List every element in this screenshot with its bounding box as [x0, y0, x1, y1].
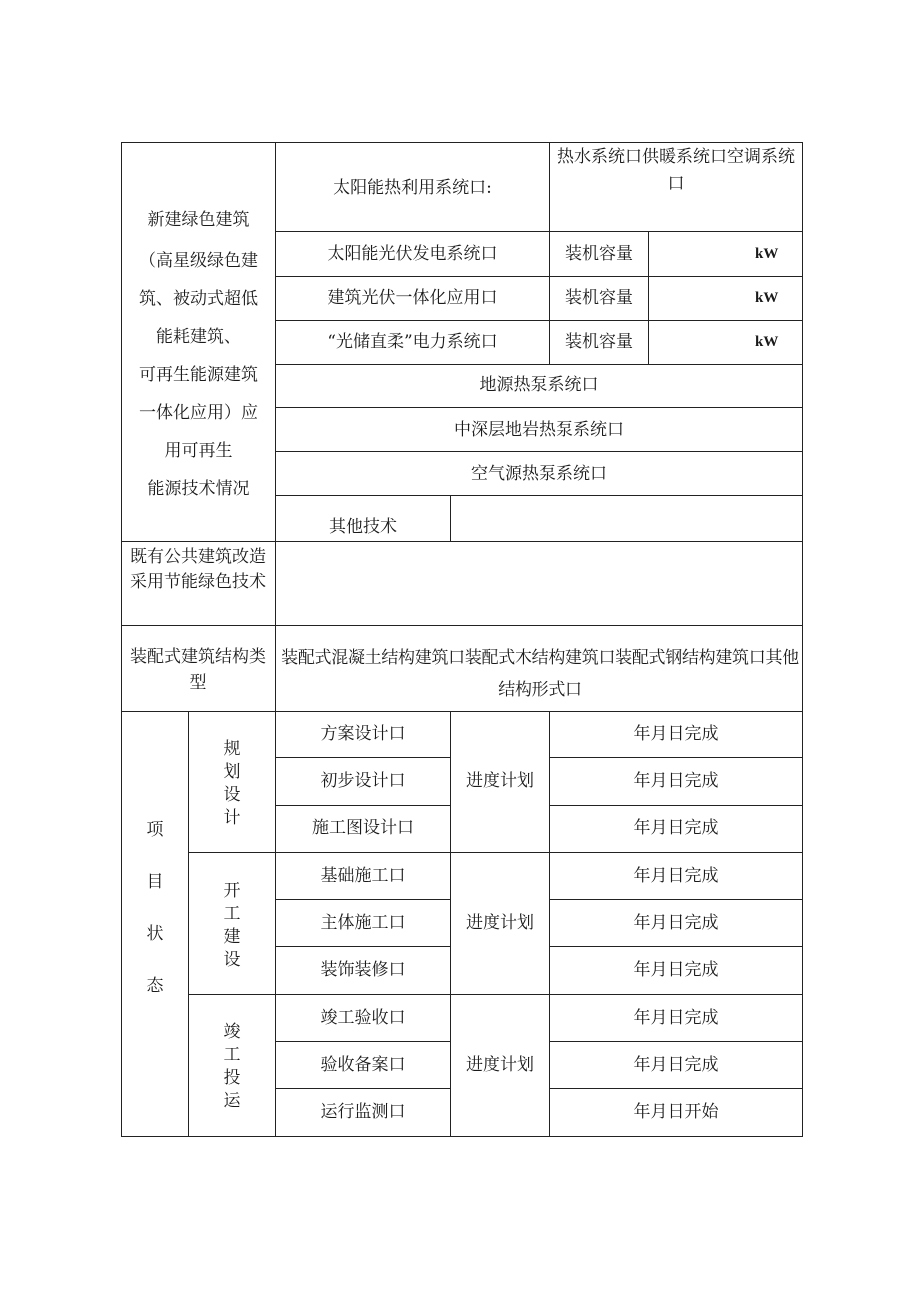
status-char: 状	[146, 924, 164, 944]
plan-date[interactable]: 年月日开始	[633, 1102, 719, 1122]
phase-item[interactable]: 验收备案口	[320, 1055, 406, 1075]
phase-char: 工	[223, 904, 241, 924]
phase-char: 设	[223, 950, 241, 970]
retrofit-field[interactable]	[276, 542, 802, 625]
phase-label-planning	[189, 738, 275, 830]
phase-char: 工	[223, 1045, 241, 1065]
prefab-options[interactable]: 装配式混凝土结构建筑口装配式木结构建筑口装配式钢结构建筑口其他结构形式口	[281, 648, 799, 700]
phase-label-completion	[189, 1021, 275, 1113]
capacity-unit[interactable]: kW	[755, 246, 779, 262]
renewable-label-line: 能源技术情况	[147, 479, 250, 499]
renewable-label-line: 能耗建筑、	[156, 327, 241, 347]
phase-char: 设	[223, 785, 241, 805]
progress-plan-label: 进度计划	[466, 771, 534, 791]
plan-date[interactable]: 年月日完成	[633, 913, 719, 933]
plan-date[interactable]: 年月日完成	[633, 724, 719, 744]
progress-plan-label: 进度计划	[466, 1055, 534, 1075]
project-status-label	[122, 818, 188, 1004]
phase-item[interactable]: 初步设计口	[320, 771, 406, 791]
renewable-label-line: 一体化应用）应	[139, 403, 258, 423]
phase-item[interactable]: 施工图设计口	[312, 818, 414, 838]
plan-date[interactable]: 年月日完成	[633, 1055, 719, 1075]
plan-date[interactable]: 年月日完成	[633, 866, 719, 886]
capacity-label: 装机容量	[565, 244, 633, 264]
phase-char: 划	[223, 762, 241, 782]
pv-row-label[interactable]: 建筑光伏一体化应用口	[327, 288, 498, 308]
phase-char: 开	[223, 881, 241, 901]
phase-char: 投	[223, 1068, 241, 1088]
renewable-label-line: 用可再生	[164, 441, 233, 461]
phase-item[interactable]: 运行监测口	[320, 1102, 406, 1122]
phase-label-construction	[189, 880, 275, 972]
heat-pump-option[interactable]: 中深层地岩热泵系统口	[454, 420, 624, 440]
phase-char: 竣	[223, 1022, 241, 1042]
solar-thermal-label[interactable]: 太阳能热利用系统口:	[333, 178, 492, 198]
capacity-unit[interactable]: kW	[755, 334, 779, 350]
capacity-label: 装机容量	[565, 288, 633, 308]
retrofit-label: 既有公共建筑改造采用节能绿色技术	[130, 547, 266, 592]
phase-item[interactable]: 基础施工口	[320, 866, 406, 886]
status-char: 目	[146, 872, 164, 892]
renewable-section-label	[122, 204, 275, 508]
pv-row-label[interactable]: 太阳能光伏发电系统口	[327, 244, 498, 264]
renewable-label-line: 可再生能源建筑	[139, 365, 258, 385]
capacity-label: 装机容量	[565, 332, 633, 352]
plan-date[interactable]: 年月日完成	[633, 818, 719, 838]
pv-row-label[interactable]: “光储直柔”电力系统口	[327, 332, 498, 352]
prefab-label: 装配式建筑结构类型	[130, 647, 266, 693]
renewable-label-line: 筑、被动式超低	[139, 289, 258, 309]
phase-char: 规	[223, 739, 241, 759]
plan-date[interactable]: 年月日完成	[633, 1008, 719, 1028]
phase-item[interactable]: 竣工验收口	[320, 1008, 406, 1028]
heat-pump-option[interactable]: 空气源热泵系统口	[471, 464, 607, 484]
phase-char: 运	[223, 1091, 241, 1111]
capacity-unit[interactable]: kW	[755, 290, 779, 306]
phase-item[interactable]: 主体施工口	[320, 913, 406, 933]
progress-plan-label: 进度计划	[466, 913, 534, 933]
phase-item[interactable]: 方案设计口	[320, 724, 406, 744]
renewable-label-line: 新建绿色建筑	[147, 210, 250, 230]
other-tech-label: 其他技术	[329, 517, 397, 537]
heat-pump-option[interactable]: 地源热泵系统口	[479, 375, 599, 395]
phase-char: 计	[223, 808, 241, 828]
status-char: 态	[146, 976, 164, 996]
other-tech-field[interactable]	[451, 496, 802, 541]
phase-char: 建	[223, 927, 241, 947]
phase-item[interactable]: 装饰装修口	[320, 960, 406, 980]
solar-thermal-options[interactable]: 热水系统口供暖系统口空调系统口	[557, 147, 795, 194]
status-char: 项	[146, 820, 164, 840]
renewable-label-line: （高星级绿色建	[139, 251, 258, 271]
plan-date[interactable]: 年月日完成	[633, 960, 719, 980]
plan-date[interactable]: 年月日完成	[633, 771, 719, 791]
